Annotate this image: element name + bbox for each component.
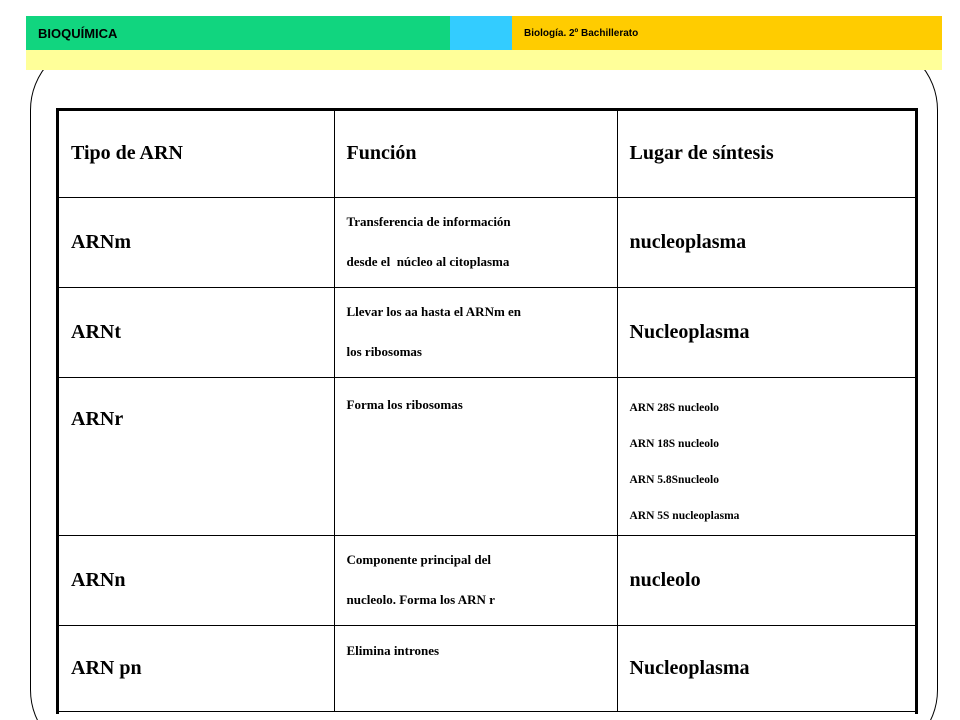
funcion-line: Forma los ribosomas (346, 396, 463, 412)
cell-lugar (617, 377, 915, 535)
header-strip (26, 50, 942, 70)
table-row (59, 625, 915, 711)
cell-funcion (334, 287, 617, 377)
header-cyan-block (450, 16, 512, 50)
cell-lugar: nucleoplasma (617, 197, 915, 287)
cell-funcion (334, 535, 617, 625)
table-row (59, 535, 915, 625)
cell-tipo: ARNr (59, 377, 334, 535)
funcion-line: nucleolo. Forma los ARN r (346, 592, 495, 607)
lugar-line: ARN 18S nucleolo (629, 437, 719, 450)
cell-tipo: ARNn (59, 535, 334, 625)
header-cell-lugar: Lugar de síntesis (617, 111, 915, 197)
cell-lugar: nucleolo (617, 535, 915, 625)
header-course: Biología. 2º Bachillerato (524, 28, 639, 39)
table-header-row (59, 111, 915, 197)
header-title: BIOQUÍMICA (38, 26, 118, 41)
cell-funcion (334, 197, 617, 287)
cell-tipo: ARNm (59, 197, 334, 287)
funcion-line: Elimina intrones (346, 642, 440, 658)
header-cell-tipo: Tipo de ARN (59, 111, 334, 197)
cell-lugar: Nucleoplasma (617, 287, 915, 377)
funcion-line: los ribosomas (346, 344, 422, 359)
table-row (59, 287, 915, 377)
rna-table (56, 108, 918, 714)
lugar-line: ARN 5.8Snucleolo (629, 473, 719, 486)
funcion-line: Componente principal del (346, 552, 491, 567)
lugar-line: ARN 28S nucleolo (629, 401, 719, 414)
cell-tipo: ARNt (59, 287, 334, 377)
header-cell-funcion: Función (334, 111, 617, 197)
funcion-line: Transferencia de información (346, 214, 511, 229)
funcion-line: desde el núcleo al citoplasma (346, 254, 510, 269)
cell-lugar: Nucleoplasma (617, 625, 915, 711)
funcion-line: Llevar los aa hasta el ARNm en (346, 304, 522, 319)
table-row (59, 377, 915, 535)
lugar-line: ARN 5S nucleoplasma (629, 509, 740, 522)
cell-funcion (334, 625, 617, 711)
cell-tipo: ARN pn (59, 625, 334, 711)
table-row (59, 197, 915, 287)
cell-funcion (334, 377, 617, 535)
